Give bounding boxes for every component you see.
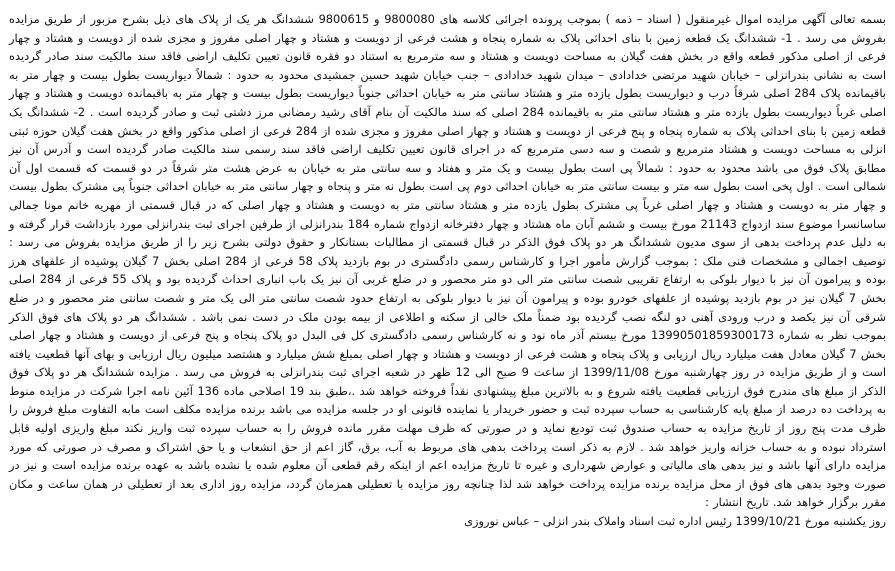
auction-notice-footer: روز یکشنبه مورخ 1399/10/21 رئیس اداره ثبت اسناد واملاک بندر انزلی – عباس نوروزی bbox=[464, 514, 886, 529]
auction-notice-body: بسمه تعالی آگهی مزایده اموال غیرمنقول ( اسناد – ذمه ) بموجب پرونده اجرائی کلاسه های 9800080 و 9800615 ششدانگ هر یک از پلاک های ذیل بشرح مزبور از طریق مزایده بفروش می رسد . 1- ششدانگ یک قطعه زمین با بنای احداثی پلاک به شماره پنجاه و هشت فرعی از دویست و هشتاد و چهار اصلی مفروز و مجزی شده از دویست و هشتاد و چهار فرعی از اصلی مذکور قطعه واقع در بخش هفت گیلان به مساحت دویست و هشتاد و سه مترمربع به استناد دو فقره قانون تعیین تکلیف اراضی فاقد سند مالکیت سند صادر گردیده است به نشانی بندرانزلی – خیابان شهید مرتضی خدادادی – میدان شهید خدادادی – جنب خیابان شهید حسین جمشیدی محدود به حدود : شمالاً دیواریست بطول بیست و چهار متر به باقیمانده پلاک 284 اصلی شرقاً درب و دیواریست بطول یازده متر و هشتاد سانتی متر به خیابان احداثی جنوباً دیواریست بطول بیست و چهار متر به باقیمانده دویست و هشتاد و چهار اصلی غرباً دیواریست بطول یازده متر و هشتاد سانتی متر به باقیمانده 284 اصلی که سند مالکیت آن بنام آقای رشید رمضانی مرز دشتی ثبت و صادر گردیده است . 2- ششدانگ یک قطعه زمین با بنای احداثی پلاک به شماره پنجاه و پنج فرعی از دویست و هشتاد و چهار اصلی مفروز و مجزی شده از 284 فرعی از اصلی مذکور واقع در بخش هفت گیلان حوزه ثبتی انزلی به مساحت دویست و هشتاد مترمربع و شصت و سه دسی مترمربع که در اجرای قانون تعیین تکلیف اراضی فاقد سند رسمی سند مالکیت صادر گردیده است و آدرس آن نیز مطابق پلاک فوق می باشد محدود به حدود : شمالاً پی است بطول بیست و یک متر و هفتاد و سه سانتی متر به خیابان به عرض هشت متر شرقاً در دو قسمت که قسمت اول آن شمالی است . اول پخی است بطول سه متر و بیست سانتی متر به خیابان احداثی دوم پی است بطول نه متر و پنجاه و چهار سانتی متر به خیابان احداثی جنوباً پی مشترک بطول بیست و چهار متر به دویست و هشتاد و چهار اصلی غرباً پی مشترک بطول یازده متر و هشتاد سانتی متر به دویست و هشتاد و چهار اصلی که در قبال قسمتی از مهریه خانم مونا جمالی ساسانسرا موضوع سند ازدواج 21143 مورخ بیست و ششم آبان ماه هشتاد و چهار دفترخانه ازدواج شماره 184 بندرانزلی از طرفین اجرای ثبت بندرانزلی مورد بازداشت قرار گرفته و به دلیل عدم پرداخت بدهی از سوی مدیون ششدانگ هر دو پلاک فوق الذکر در قبال قسمتی از مطالبات بستانکار و حقوق دولتی بشرح زیر را از طریق مزایده بفروش می رسد : توصیف اجمالی و مشخصات فنی ملک : بموجب گزارش مأمور اجرا و کارشناس رسمی دادگستری در بوم بازدید پلاک 58 فرعی از 284 اصلی بخش 7 گیلان پوشیده از علفهای هرز بوده و پیرامون آن نیز با دیوار بلوکی به ارتفاع تقریبی شصت سانتی متر الی دو متر محصور و در ضلع غربی آن نیز یک باب انباری احداث گردیده بود و پلاک 55 فرعی از 284 اصلی بخش 7 گیلان نیز در بوم بازدید پوشیده از علفهای خودرو بوده و پیرامون آن نیز با دیوار بلوکی به ارتفاع حدود شصت سانتی متر الی یک متر و شصت سانتی متر محصور و در ضلع شرقی آن نیز یکصد و درب ورودی آهنی دو لنگه نصب گردیده بود ضمناً ملک خالی از سکنه و اطلاعی از بیمه بودن ملک در دست نمی باشد . ششدانگ هر دو پلاک های فوق الذکر بموجب نظر به شماره 13990501859300173 مورخ بیستم آذر ماه نود و نه کارشناس رسمی دادگستری کل فی البدل دو پلاک پنجاه و پنج فرعی از دویست و هشتاد و چهار اصلی بخش 7 گیلان معادل هفت میلیارد ریال ارزیابی و پلاک پنجاه و هشت فرعی از دویست و هشتاد و چهار اصلی بمبلغ شش میلیارد و هشتصد میلیون ریال ارزیابی و بهای آنها قطعیت یافته است و از طریق مزایده در روز چهارشنبه مورخ 1399/11/08 از ساعت 9 صبح الی 12 ظهر در شعبه اجرای ثبت بندرانزلی به فروش می رسد . مزایده ششدانگ هر دو پلاک فوق الذکر از مبلغ های مندرج فوق ارزیابی قطعیت یافته شروع و به بالاترین مبلغ پیشنهادی نقداً فروخته خواهد شد .،طبق بند 19 اصلاحی ماده 136 آئین نامه اجرا شرکت در مزایده منوط به پرداخت ده درصد از مبلغ پایه کارشناسی به حساب سپرده ثبت و حضور خریدار یا نماینده قانونی او در جلسه مزایده می باشد برنده مزایده مکلف است مابه التفاوت مبلغ فروش را ظرف مدت پنج روز از تاریخ مزایده به حساب صندوق ثبت تودیع نماید و در صورتی که ظرف مهلت مقرر مانده فروش را به حساب سپرده ثبت واریز نکند مبلغ واریزی اولیه قابل استرداد نبوده و به حساب خزانه واریز خواهد شد . لازم به ذکر است پرداخت بدهی های مربوط به آب، برق، گاز اعم از حق انشعاب و یا حق اشتراک و مصرف در صورتی که مورد مزایده دارای آنها باشد و نیز بدهی های مالیاتی و عوارض شهرداری و غیره تا تاریخ مزایده اعم از اینکه رقم قطعی آن معلوم شده یا نشده باشد به عهده برنده مزایده است و نیز در صورت وجود بدهی های فوق از محل مزایده برنده مزایده پرداخت خواهد شد لذا چنانچه روز مزایده با تعطیلی همزمان گردد، مزایده روز اداری بعد از تعطیلی در همان ساعت و مکان مقرر برگزار خواهد شد. تاریخ انتشار : bbox=[9, 12, 887, 510]
